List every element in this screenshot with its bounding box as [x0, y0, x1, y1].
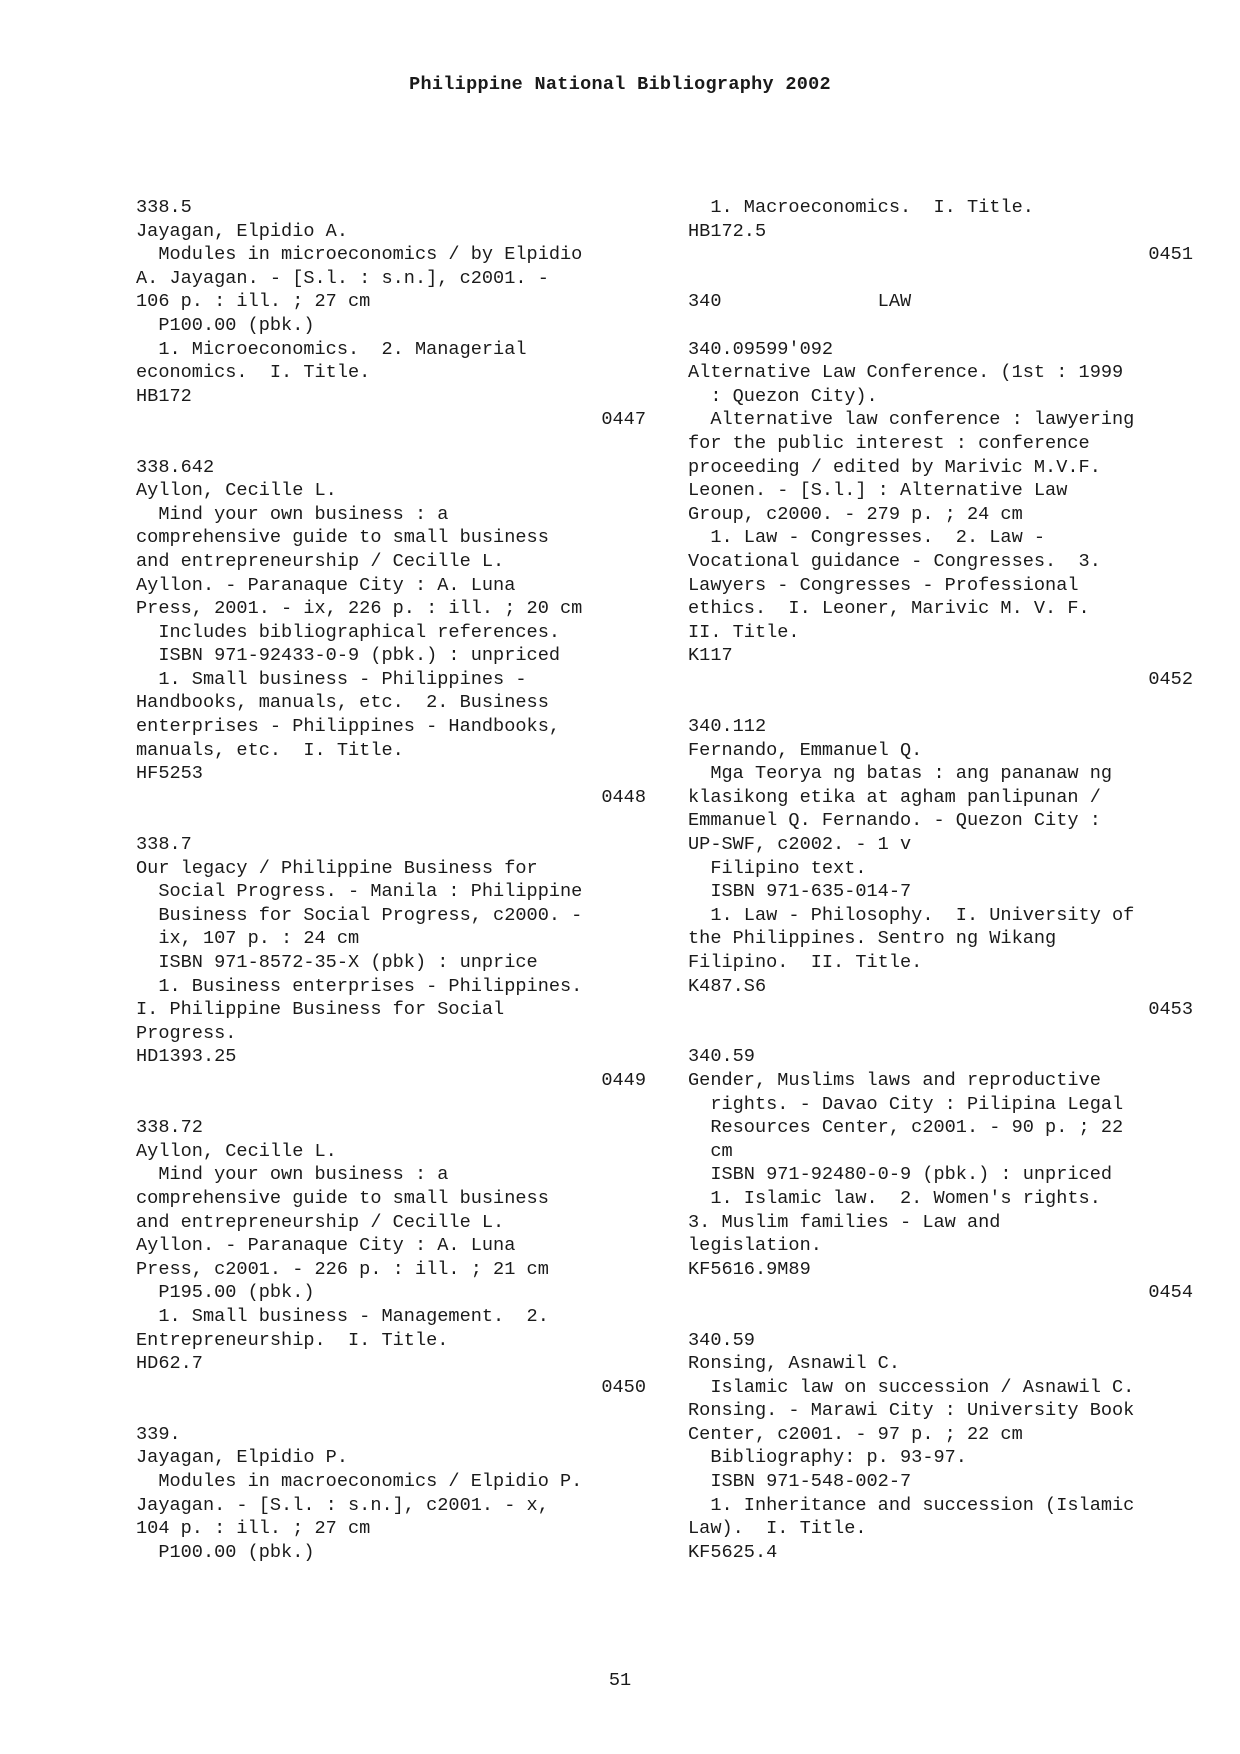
entry-line: Leonen. - [S.l.] : Alternative Law	[688, 480, 1068, 502]
entry-line: HF5253	[136, 763, 203, 785]
page-title: Philippine National Bibliography 2002	[409, 74, 831, 95]
entry-line: 1. Inheritance and succession (Islamic	[688, 1494, 1135, 1516]
entry-line: 1. Law - Philosophy. I. University of	[688, 904, 1135, 926]
entry-line: Fernando, Emmanuel Q.	[688, 739, 923, 761]
entry-line: ix, 107 p. : 24 cm	[136, 928, 360, 950]
entry-line: 1. Business enterprises - Philippines.	[136, 975, 583, 997]
entry-line: 338.72	[136, 1117, 203, 1139]
entry-spacer	[136, 1093, 646, 1117]
right-column	[688, 196, 1193, 1564]
bibliographic-entry	[688, 1329, 1193, 1565]
entry-spacer	[688, 1305, 1193, 1329]
entry-line: HD1393.25	[136, 1046, 237, 1068]
record-number: 0454	[1148, 1282, 1193, 1304]
entry-line: 1. Law - Congresses. 2. Law -	[688, 527, 1046, 549]
entry-line: Filipino. II. Title.	[688, 952, 923, 973]
entry-line: 338.5	[136, 197, 192, 218]
entry-line: ISBN 971-92480-0-9 (pbk.) : unpriced	[688, 1164, 1113, 1186]
entry-spacer	[688, 314, 1193, 338]
record-number: 0451	[1148, 244, 1193, 266]
bibliographic-entry	[688, 1045, 1193, 1305]
entry-line: Press, c2001. - 226 p. : ill. ; 21 cm	[136, 1258, 549, 1280]
entry-line: UP-SWF, c2002. - 1 v	[688, 834, 912, 856]
entry-line: Jayagan, Elpidio A.	[136, 220, 349, 242]
entry-line: Alternative law conference : lawyering	[688, 409, 1135, 431]
entry-line: Jayagan. - [S.l. : s.n.], c2001. - x,	[136, 1494, 549, 1516]
entry-line: Ayllon, Cecille L.	[136, 1140, 337, 1162]
entry-line: Mind your own business : a	[136, 1164, 449, 1186]
bibliographic-entry	[136, 1423, 646, 1565]
entry-line: Emmanuel Q. Fernando. - Quezon City :	[688, 810, 1101, 832]
entry-line: comprehensive guide to small business	[136, 527, 549, 549]
entry-line: II. Title.	[688, 621, 800, 643]
entry-line: 1. Macroeconomics. I. Title.	[688, 197, 1034, 218]
entry-line: Ayllon, Cecille L.	[136, 480, 337, 502]
entry-line: 3. Muslim families - Law and	[688, 1211, 1001, 1233]
entry-line: Progress.	[136, 1022, 237, 1044]
entry-line: economics. I. Title.	[136, 362, 371, 384]
entry-line: legislation.	[688, 1235, 822, 1257]
record-number: 0450	[601, 1376, 646, 1398]
record-number: 0448	[601, 786, 646, 808]
entry-line: 340 LAW	[688, 291, 912, 313]
bibliographic-entry	[688, 196, 1193, 267]
entry-line: HB172	[136, 385, 192, 407]
record-number: 0452	[1148, 668, 1193, 690]
entry-line: ISBN 971-8572-35-X (pbk) : unprice	[136, 952, 538, 973]
entry-line: Entrepreneurship. I. Title.	[136, 1329, 449, 1351]
entry-line: 1. Small business - Management. 2.	[136, 1305, 549, 1327]
entry-line: 338.642	[136, 456, 215, 478]
entry-line: K117	[688, 645, 733, 667]
entry-line: I. Philippine Business for Social	[136, 999, 505, 1021]
left-column	[136, 196, 646, 1564]
entry-line: Social Progress. - Manila : Philippine	[136, 881, 583, 903]
bibliographic-entry	[136, 196, 646, 432]
entry-spacer	[136, 1399, 646, 1423]
entry-line: K487.S6	[688, 975, 767, 997]
entry-line: HD62.7	[136, 1353, 203, 1375]
entry-line: Modules in microeconomics / by Elpidio	[136, 244, 583, 266]
entry-line: Group, c2000. - 279 p. ; 24 cm	[688, 503, 1023, 525]
bibliographic-entry	[688, 338, 1193, 692]
entry-line: 340.59	[688, 1329, 755, 1351]
entry-line: Ayllon. - Paranaque City : A. Luna	[136, 1235, 516, 1257]
entry-spacer	[688, 1022, 1193, 1046]
entry-line: A. Jayagan. - [S.l. : s.n.], c2001. -	[136, 267, 549, 289]
entry-line: Resources Center, c2001. - 90 p. ; 22	[688, 1117, 1124, 1139]
entry-line: Modules in macroeconomics / Elpidio P.	[136, 1471, 583, 1493]
entry-line: : Quezon City).	[688, 385, 878, 407]
entry-line: Ronsing. - Marawi City : University Book	[688, 1400, 1135, 1422]
entry-line: Ronsing, Asnawil C.	[688, 1353, 901, 1375]
entry-line: 340.09599'092	[688, 338, 834, 360]
entry-line: KF5625.4	[688, 1541, 778, 1563]
entry-line: Includes bibliographical references.	[136, 621, 561, 643]
entry-line: Mga Teorya ng batas : ang pananaw ng	[688, 763, 1113, 785]
entry-line: Law). I. Title.	[688, 1518, 867, 1540]
bibliographic-entry	[688, 715, 1193, 1022]
entry-line: and entrepreneurship / Cecille L.	[136, 550, 505, 572]
entry-line: 1. Islamic law. 2. Women's rights.	[688, 1187, 1101, 1209]
entry-line: Press, 2001. - ix, 226 p. : ill. ; 20 cm	[136, 598, 583, 620]
record-number: 0449	[601, 1069, 646, 1091]
entry-line: Vocational guidance - Congresses. 3.	[688, 550, 1101, 572]
entry-line: Handbooks, manuals, etc. 2. Business	[136, 692, 549, 714]
entry-line: and entrepreneurship / Cecille L.	[136, 1211, 505, 1233]
entry-line: P100.00 (pbk.)	[136, 314, 315, 336]
entry-line: ISBN 971-635-014-7	[688, 881, 912, 903]
entry-line: Our legacy / Philippine Business for	[136, 857, 538, 879]
entry-line: Filipino text.	[688, 857, 867, 879]
entry-line: 338.7	[136, 834, 192, 856]
entry-line: P100.00 (pbk.)	[136, 1541, 315, 1563]
entry-spacer	[688, 267, 1193, 291]
entry-line: 340.112	[688, 716, 767, 738]
entry-line: P195.00 (pbk.)	[136, 1282, 315, 1304]
entry-line: 104 p. : ill. ; 27 cm	[136, 1518, 371, 1540]
entry-line: comprehensive guide to small business	[136, 1187, 549, 1209]
entry-line: 106 p. : ill. ; 27 cm	[136, 291, 371, 313]
bibliographic-entry	[688, 290, 1193, 314]
entry-line: Bibliography: p. 93-97.	[688, 1447, 967, 1469]
record-number: 0447	[601, 409, 646, 431]
page-number: 51	[608, 1670, 632, 1691]
entry-line: Ayllon. - Paranaque City : A. Luna	[136, 574, 516, 596]
entry-line: cm	[688, 1140, 733, 1162]
entry-line: ISBN 971-92433-0-9 (pbk.) : unpriced	[136, 645, 561, 667]
entry-line: 1. Small business - Philippines -	[136, 668, 527, 690]
entry-line: proceeding / edited by Marivic M.V.F.	[688, 456, 1101, 478]
record-number: 0453	[1148, 999, 1193, 1021]
entry-line: Alternative Law Conference. (1st : 1999	[688, 362, 1124, 384]
entry-spacer	[136, 809, 646, 833]
entry-line: Gender, Muslims laws and reproductive	[688, 1069, 1101, 1091]
bibliographic-entry	[136, 1116, 646, 1399]
entry-line: Mind your own business : a	[136, 503, 449, 525]
entry-line: KF5616.9M89	[688, 1258, 811, 1280]
entry-line: Islamic law on succession / Asnawil C.	[688, 1376, 1135, 1398]
bibliographic-entry	[136, 833, 646, 1093]
entry-spacer	[136, 432, 646, 456]
entry-line: Jayagan, Elpidio P.	[136, 1447, 349, 1469]
entry-line: 1. Microeconomics. 2. Managerial	[136, 338, 527, 360]
entry-line: rights. - Davao City : Pilipina Legal	[688, 1093, 1124, 1115]
entry-line: klasikong etika at agham panlipunan /	[688, 786, 1101, 808]
entry-line: the Philippines. Sentro ng Wikang	[688, 928, 1057, 950]
entry-line: 339.	[136, 1423, 181, 1445]
bibliographic-entry	[136, 456, 646, 810]
entry-line: for the public interest : conference	[688, 432, 1090, 454]
entry-line: enterprises - Philippines - Handbooks,	[136, 716, 561, 738]
entry-line: ethics. I. Leoner, Marivic M. V. F.	[688, 598, 1090, 620]
entry-line: Lawyers - Congresses - Professional	[688, 574, 1079, 596]
entry-line: 340.59	[688, 1046, 755, 1068]
entry-line: Center, c2001. - 97 p. ; 22 cm	[688, 1423, 1023, 1445]
entry-line: HB172.5	[688, 220, 767, 242]
entry-line: Business for Social Progress, c2000. -	[136, 904, 583, 926]
entry-line: manuals, etc. I. Title.	[136, 739, 404, 761]
entry-line: ISBN 971-548-002-7	[688, 1471, 912, 1493]
entry-spacer	[688, 691, 1193, 715]
